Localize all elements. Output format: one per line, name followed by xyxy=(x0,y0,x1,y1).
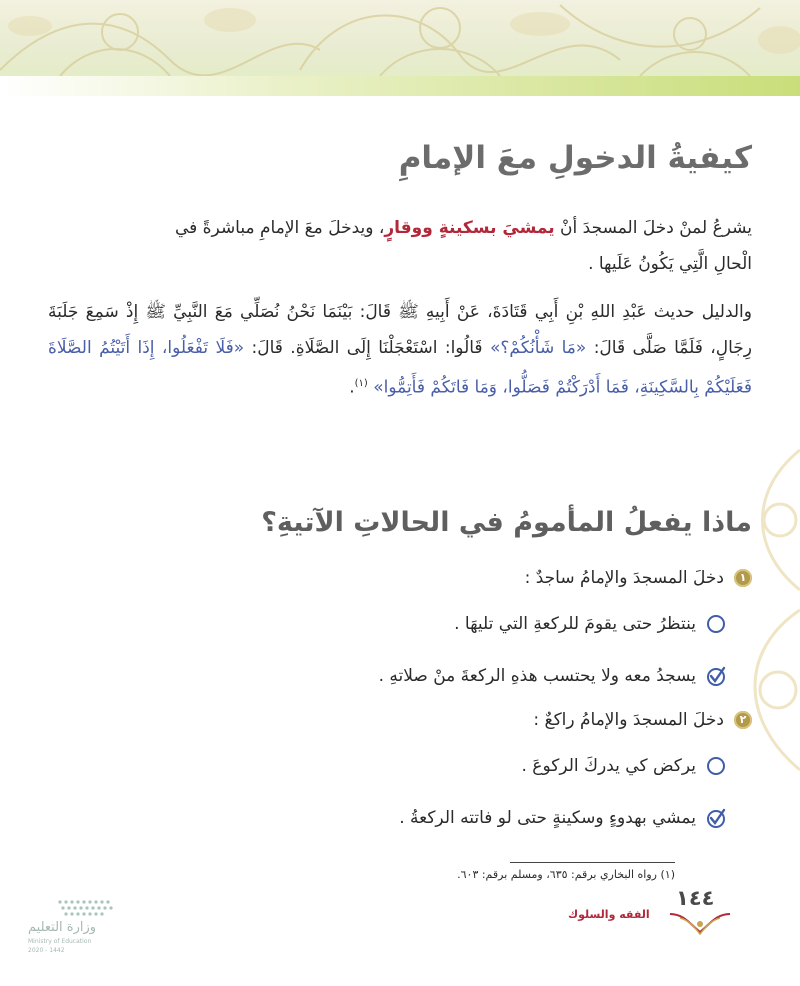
intro-line-2: الْحالِ الَّتِي يَكُونُ عَلَيها . xyxy=(588,254,752,274)
intro-text-start: يشرعُ لمنْ دخلَ المسجدَ أنْ xyxy=(554,218,752,238)
ministry-name-en: Ministry of Education xyxy=(28,938,92,945)
case-1-label xyxy=(48,562,752,594)
case-number-badge: ١ xyxy=(734,569,752,587)
hadith-quote-1: «مَا شَأْنُكُمْ؟» xyxy=(489,338,587,358)
section-title: كيفيةُ الدخولِ معَ الإمامِ xyxy=(398,140,752,176)
arabesque-ornament-icon xyxy=(0,0,800,76)
page-number-ornament-icon xyxy=(668,910,732,936)
radio-empty-icon[interactable] xyxy=(706,756,726,776)
evidence-text-1: والدليل حديث عَبْدِ اللهِ بْنِ أَبِي قَتَادَةَ، عَنْ أَبِيهِ ﷺ قَالَ: بَيْنَمَا نَحْنُ نُصَلِّي مَعَ النَّبِيِّ ﷺ إِذْ سَمِعَ جَلَبَةَ رِجَالٍ، فَلَمَّا صَلَّى قَالَ: xyxy=(48,302,752,358)
case-1-option-2[interactable] xyxy=(48,660,726,692)
option-text: يركض كي يدركَ الركوعَ . xyxy=(521,756,696,776)
intro-highlight: يمشيَ بسكينةٍ ووقارٍ xyxy=(384,218,555,238)
ministry-logo xyxy=(18,898,128,968)
subject-name: الفقه والسلوك xyxy=(568,908,650,921)
ministry-dots-icon xyxy=(56,898,118,920)
option-text: ينتظرُ حتى يقومَ للركعةِ التي تليهَا . xyxy=(454,614,696,634)
footnote-reference: (١) xyxy=(354,378,368,389)
footnote-divider xyxy=(510,862,675,863)
evidence-end: . xyxy=(349,377,355,398)
evidence-paragraph xyxy=(48,294,752,406)
case-1-option-1[interactable] xyxy=(48,608,726,640)
footnote: (١) رواه البخاري برقم: ٦٣٥، ومسلم برقم: ٦٠٣. xyxy=(457,868,675,881)
ministry-year: 2020 - 1442 xyxy=(28,947,65,954)
case-2-label xyxy=(48,704,752,736)
side-arabesque-icon xyxy=(720,430,800,790)
radio-checked-icon[interactable] xyxy=(706,808,726,828)
question-title: ماذا يفعلُ المأمومُ في الحالاتِ الآتيةِ؟ xyxy=(261,507,752,538)
evidence-text-2: قَالُوا: اسْتَعْجَلْنَا إِلَى الصَّلَاةِ. قَالَ: xyxy=(244,338,490,358)
case-label-text: دخلَ المسجدَ والإمامُ راكعٌ : xyxy=(533,710,724,730)
intro-paragraph xyxy=(48,210,752,282)
hadith-quote-2: «فَلَا تَفْعَلُوا، إِذَا أَتَيْتُمُ الصَّلَاةَ فَعَلَيْكُمْ بِالسَّكِينَةِ، فَمَا أَدْرَكْتُمْ فَصَلُّوا، وَمَا فَاتَكُمْ فَأَتِمُّوا» xyxy=(48,338,752,398)
option-text: يسجدُ معه ولا يحتسب هذهِ الركعةَ منْ صلاتهِ . xyxy=(378,666,696,686)
case-number-badge: ٢ xyxy=(734,711,752,729)
case-2-option-1[interactable] xyxy=(48,750,726,782)
header-ornament-band xyxy=(0,0,800,76)
intro-text-end: ، ويدخلَ معَ الإمامِ مباشرةً في xyxy=(174,218,385,238)
radio-checked-icon[interactable] xyxy=(706,666,726,686)
radio-empty-icon[interactable] xyxy=(706,614,726,634)
page-number: ١٤٤ xyxy=(676,886,715,910)
case-2-option-2[interactable] xyxy=(48,802,726,834)
case-label-text: دخلَ المسجدَ والإمامُ ساجدٌ : xyxy=(524,568,724,588)
ministry-name-ar: وزارة التعليم xyxy=(28,920,97,935)
header-green-strip xyxy=(0,76,800,96)
option-text: يمشي بهدوءٍ وسكينةٍ حتى لو فاتته الركعةُ . xyxy=(399,808,696,828)
